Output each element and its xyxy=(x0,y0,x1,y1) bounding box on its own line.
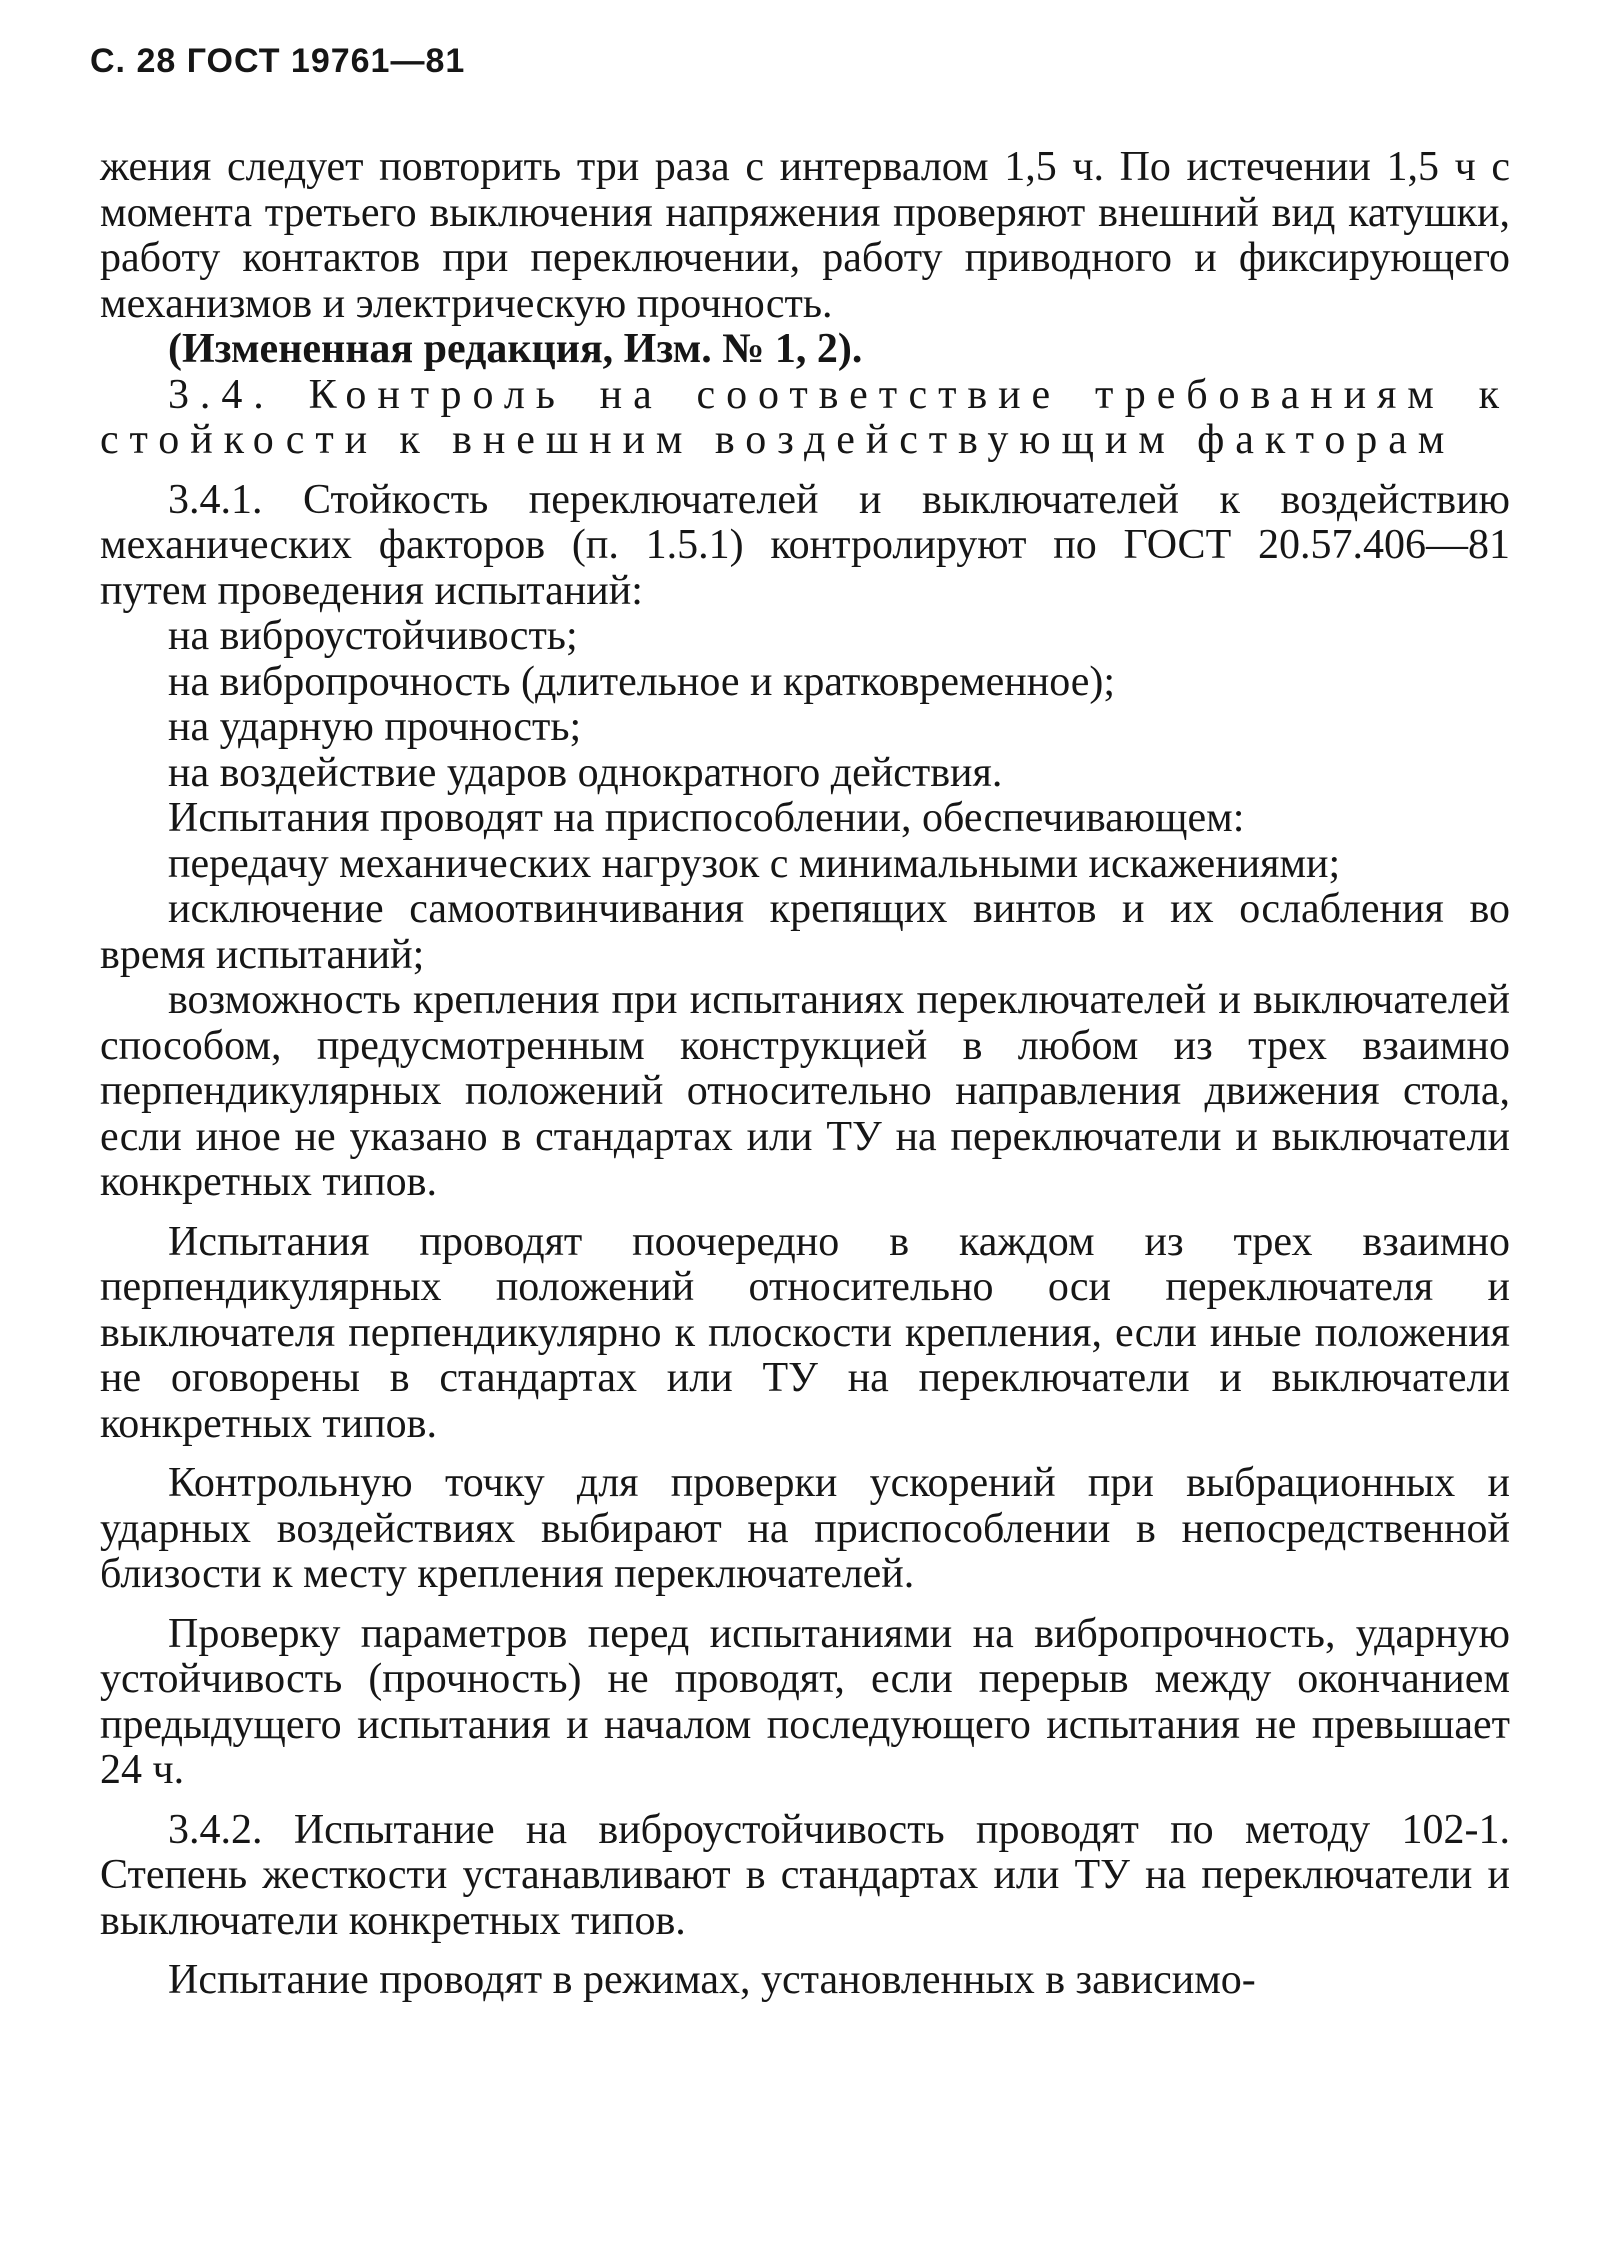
paragraph-test-positions: Испытания проводят поочередно в каждом из трех взаимно перпендикулярных положений относительно оси переключателя и выключателя перпендикулярно к плоскости крепления, если иные положения не оговорены в стандартах или ТУ на переключатели и выключатели конкретных типов. xyxy=(100,1218,1510,1447)
document-body xyxy=(100,145,1510,2004)
section-heading-3-4: 3.4. Контроль на соответствие требованиям к стойкости к внешним воздействующим факторам xyxy=(100,371,1510,463)
paragraph-test-modes: Испытание проводят в режимах, установленных в зависимо- xyxy=(168,1957,1256,2003)
paragraph-control-point: Контрольную точку для проверки ускорений при выбрационных и ударных воздействиях выбирают на приспособлении в непосредственной близости к месту крепления переключателей. xyxy=(100,1460,1510,1597)
paragraph-parameter-check: Проверку параметров перед испытаниями на вибропрочность, ударную устойчивость (прочность) не проводят, если перерыв между окончанием предыдущего испытания и началом последующего испытания не превышает 24 ч. xyxy=(100,1610,1510,1793)
test-list-item: на вибропрочность (длительное и кратковременное); xyxy=(168,658,1116,705)
test-list-item: на воздействие ударов однократного действия. xyxy=(168,749,1003,796)
fixture-requirement: возможность крепления при испытаниях переключателей и выключателей способом, предусмотренным конструкцией в любом из трех взаимно перпендикулярных положений относительно направления движения стола, если иное не указано в стандартах или ТУ на переключатели и выключатели конкретных типов. xyxy=(100,977,1510,1205)
revision-note: (Измененная редакция, Изм. № 1, 2). xyxy=(168,326,863,372)
paragraph-continuation: жения следует повторить три раза с интервалом 1,5 ч. По истечении 1,5 ч с момента третьего выключения напряжения проверяют внешний вид катушки, работу контактов при переключении, работу приводного и фиксирующего механизмов и электрическую прочность. xyxy=(100,144,1510,327)
fixture-requirement: передачу механических нагрузок с минимальными искажениями; xyxy=(168,840,1341,887)
fixture-requirement: исключение самоотвинчивания крепящих винтов и их ослабления во время испытаний; xyxy=(100,886,1510,978)
running-header: С. 28 ГОСТ 19761—81 xyxy=(90,42,466,80)
test-list-item: на виброустойчивость; xyxy=(168,613,578,659)
paragraph-fixture-intro: Испытания проводят на приспособлении, обеспечивающем: xyxy=(168,795,1245,841)
paragraph-3-4-2: 3.4.2. Испытание на виброустойчивость проводят по методу 102-1. Степень жесткости устанавливают в стандартах или ТУ на переключатели и выключатели конкретных типов. xyxy=(100,1806,1510,1944)
paragraph-3-4-1: 3.4.1. Стойкость переключателей и выключателей к воздействию механических факторов (п. 1.5.1) контролируют по ГОСТ 20.57.406—81 путем проведения испытаний: xyxy=(100,476,1510,614)
test-list-item: на ударную прочность; xyxy=(168,704,582,750)
